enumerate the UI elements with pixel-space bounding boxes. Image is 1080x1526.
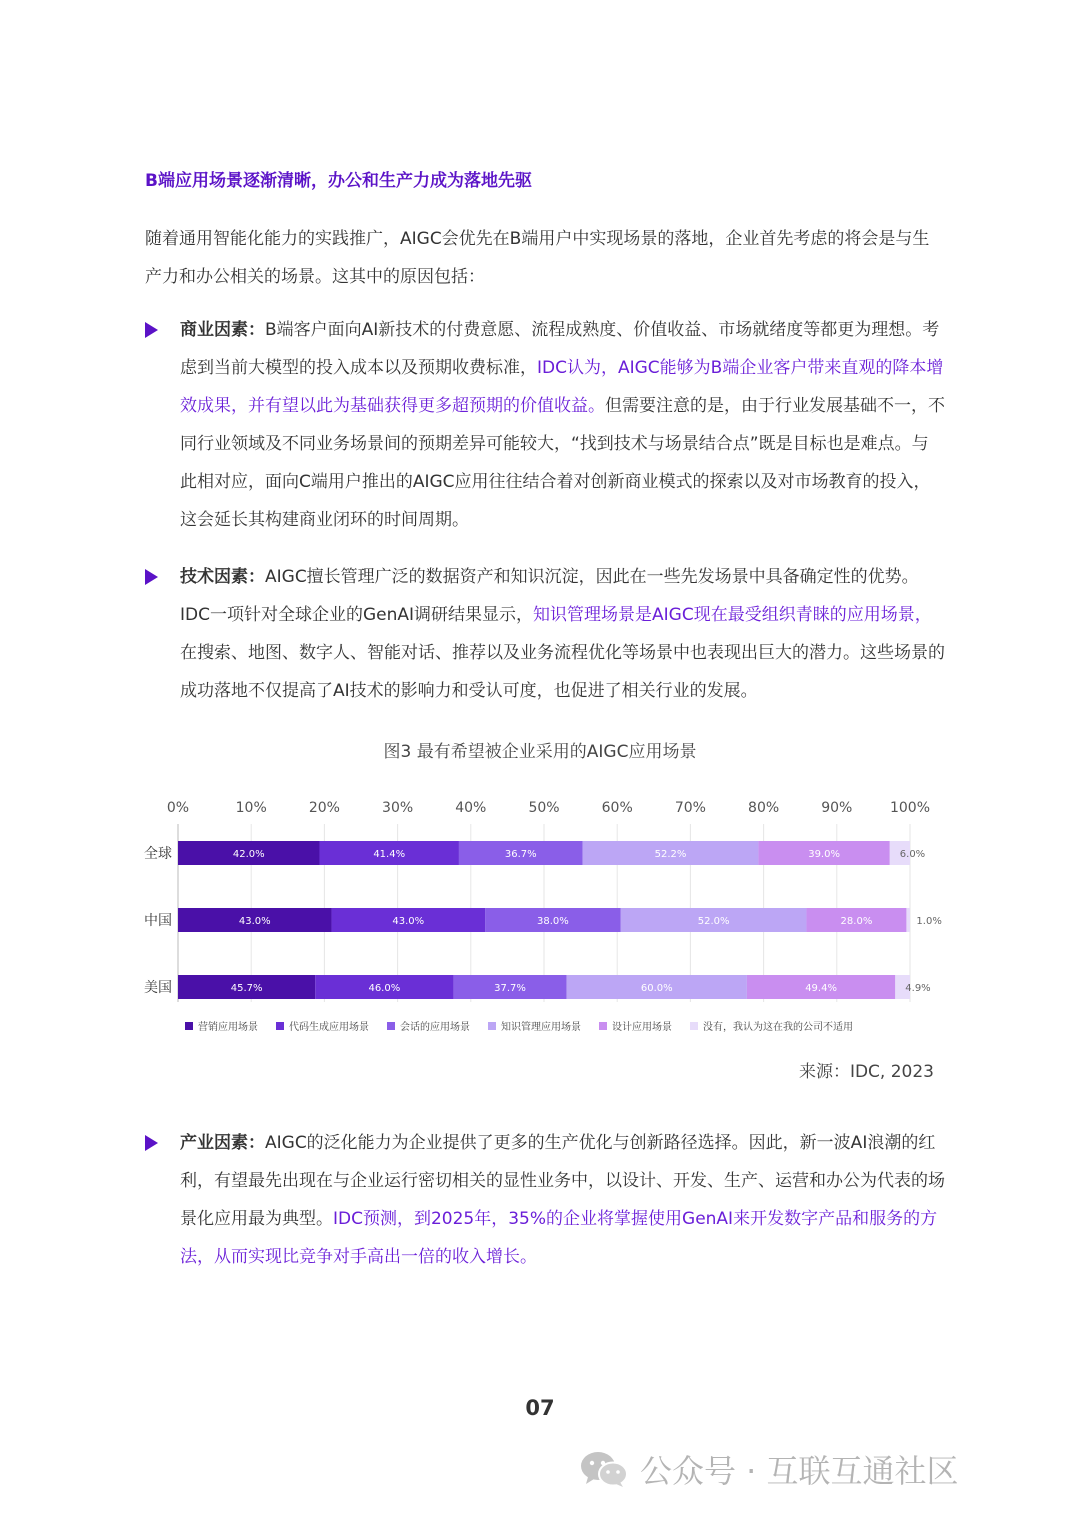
data-label: 52.2% (654, 849, 687, 860)
bullet-text: AIGC擅长管理广泛的数据资产和知识沉淀，因此在一些先发场景中具备确定性的优势。IDC一项针对全球企业的GenAI调研结果显示， (180, 567, 919, 625)
bullet-label: 技术因素： (180, 567, 265, 587)
wechat-icon (578, 1449, 630, 1489)
x-tick-label: 80% (748, 800, 780, 816)
bullet-highlight: 知识管理场景是AIGC现在最受组织青睐的应用场景， (533, 605, 932, 625)
x-tick-label: 70% (674, 800, 706, 816)
legend-swatch (387, 1022, 395, 1030)
data-label: 4.9% (905, 983, 931, 994)
page-number: 07 (525, 1396, 555, 1420)
data-label: 45.7% (230, 983, 263, 994)
data-label: 42.0% (232, 849, 265, 860)
legend-label: 知识管理应用场景 (501, 1022, 581, 1033)
bullet-industry-factors (145, 1124, 945, 1276)
data-label: 1.0% (916, 916, 942, 927)
legend-swatch (599, 1022, 607, 1030)
watermark (578, 1446, 959, 1492)
x-tick-label: 90% (821, 800, 853, 816)
legend-label: 设计应用场景 (612, 1022, 672, 1033)
chart-title: 图3 最有希望被企业采用的AIGC应用场景 (383, 742, 697, 762)
data-label: 43.0% (238, 916, 271, 927)
data-label: 41.4% (373, 849, 406, 860)
data-label: 43.0% (392, 916, 425, 927)
bullet-label: 产业因素： (180, 1133, 265, 1153)
x-tick-label: 0% (166, 800, 190, 816)
bullet-text: AIGC的泛化能力为企业提供了更多的生产优化与创新路径选择。因此，新一波AI浪潮的红利，有望最先出现在与企业运行密切相关的显性业务中，以设计、开发、生产、运营和办公为代表的场景化应用最为典型。 (180, 1133, 945, 1229)
data-label: 39.0% (808, 849, 840, 860)
watermark-text: 公众号 · 互联互通社区 (640, 1452, 959, 1490)
bullet-text: B端客户面向AI新技术的付费意愿、流程成熟度、价值收益、市场就绪度等都更为理想。考虑到当前大模型的投入成本以及预期收费标准， (180, 320, 940, 378)
category-label: 美国 (144, 980, 172, 996)
legend-label: 营销应用场景 (198, 1022, 258, 1033)
legend-label: 没有，我认为这在我的公司不适用 (703, 1022, 853, 1033)
data-label: 46.0% (368, 983, 401, 994)
section-heading: B端应用场景逐渐清晰，办公和生产力成为落地先驱 (145, 171, 532, 191)
legend-swatch (690, 1022, 698, 1030)
x-tick-label: 10% (235, 800, 267, 816)
bullet-highlight: IDC认为，AIGC能够为B端企业客户带来直观的降本增效成果，并有望以此为基础获得更多超预期的价值收益。 (180, 358, 944, 416)
category-label: 全球 (144, 846, 172, 862)
legend-swatch (185, 1022, 193, 1030)
bullet-text-tail: 但需要注意的是，由于行业发展基础不一，不同行业领域及不同业务场景间的预期差异可能较大，“找到技术与场景结合点”既是目标也是难点。与此相对应，面向C端用户推出的AIGC应用往往结合着对创新商业模式的探索以及对市场教育的投入，这会延长其构建商业闭环的时间周期。 (180, 396, 945, 530)
x-tick-label: 100% (889, 800, 931, 816)
x-tick-label: 30% (382, 800, 414, 816)
bullet-label: 商业因素： (180, 320, 265, 340)
bar-segment (906, 908, 910, 932)
data-label: 6.0% (899, 849, 926, 860)
intro-paragraph: 随着通用智能化能力的实践推广，AIGC会优先在B端用户中实现场景的落地，企业首先考虑的将会是与生产力和办公相关的场景。这其中的原因包括： (145, 229, 930, 287)
bullet-text-tail: 在搜索、地图、数字人、智能对话、推荐以及业务流程优化等场景中也表现出巨大的潜力。这些场景的成功落地不仅提高了AI技术的影响力和受认可度，也促进了相关行业的发展。 (180, 643, 945, 701)
data-label: 60.0% (640, 983, 673, 994)
chart-source: 来源：IDC, 2023 (798, 1062, 934, 1082)
data-label: 28.0% (840, 916, 873, 927)
bullet-highlight: IDC预测，到2025年，35%的企业将掌握使用GenAI来开发数字产品和服务的方法，从而实现比竞争对手高出一倍的收入增长。 (180, 1209, 938, 1267)
x-tick-label: 20% (308, 800, 340, 816)
legend-swatch (488, 1022, 496, 1030)
data-label: 52.0% (697, 916, 730, 927)
data-label: 38.0% (537, 916, 569, 927)
legend-swatch (276, 1022, 284, 1030)
data-label: 49.4% (805, 983, 837, 994)
triangle-bullet-icon (145, 1135, 158, 1151)
legend-label: 代码生成应用场景 (289, 1022, 369, 1033)
x-tick-label: 40% (455, 800, 487, 816)
data-label: 36.7% (504, 849, 537, 860)
data-label: 37.7% (494, 983, 526, 994)
category-label: 中国 (144, 913, 172, 929)
legend-label: 会话的应用场景 (400, 1022, 470, 1033)
x-tick-label: 60% (601, 800, 633, 816)
x-tick-label: 50% (528, 800, 560, 816)
